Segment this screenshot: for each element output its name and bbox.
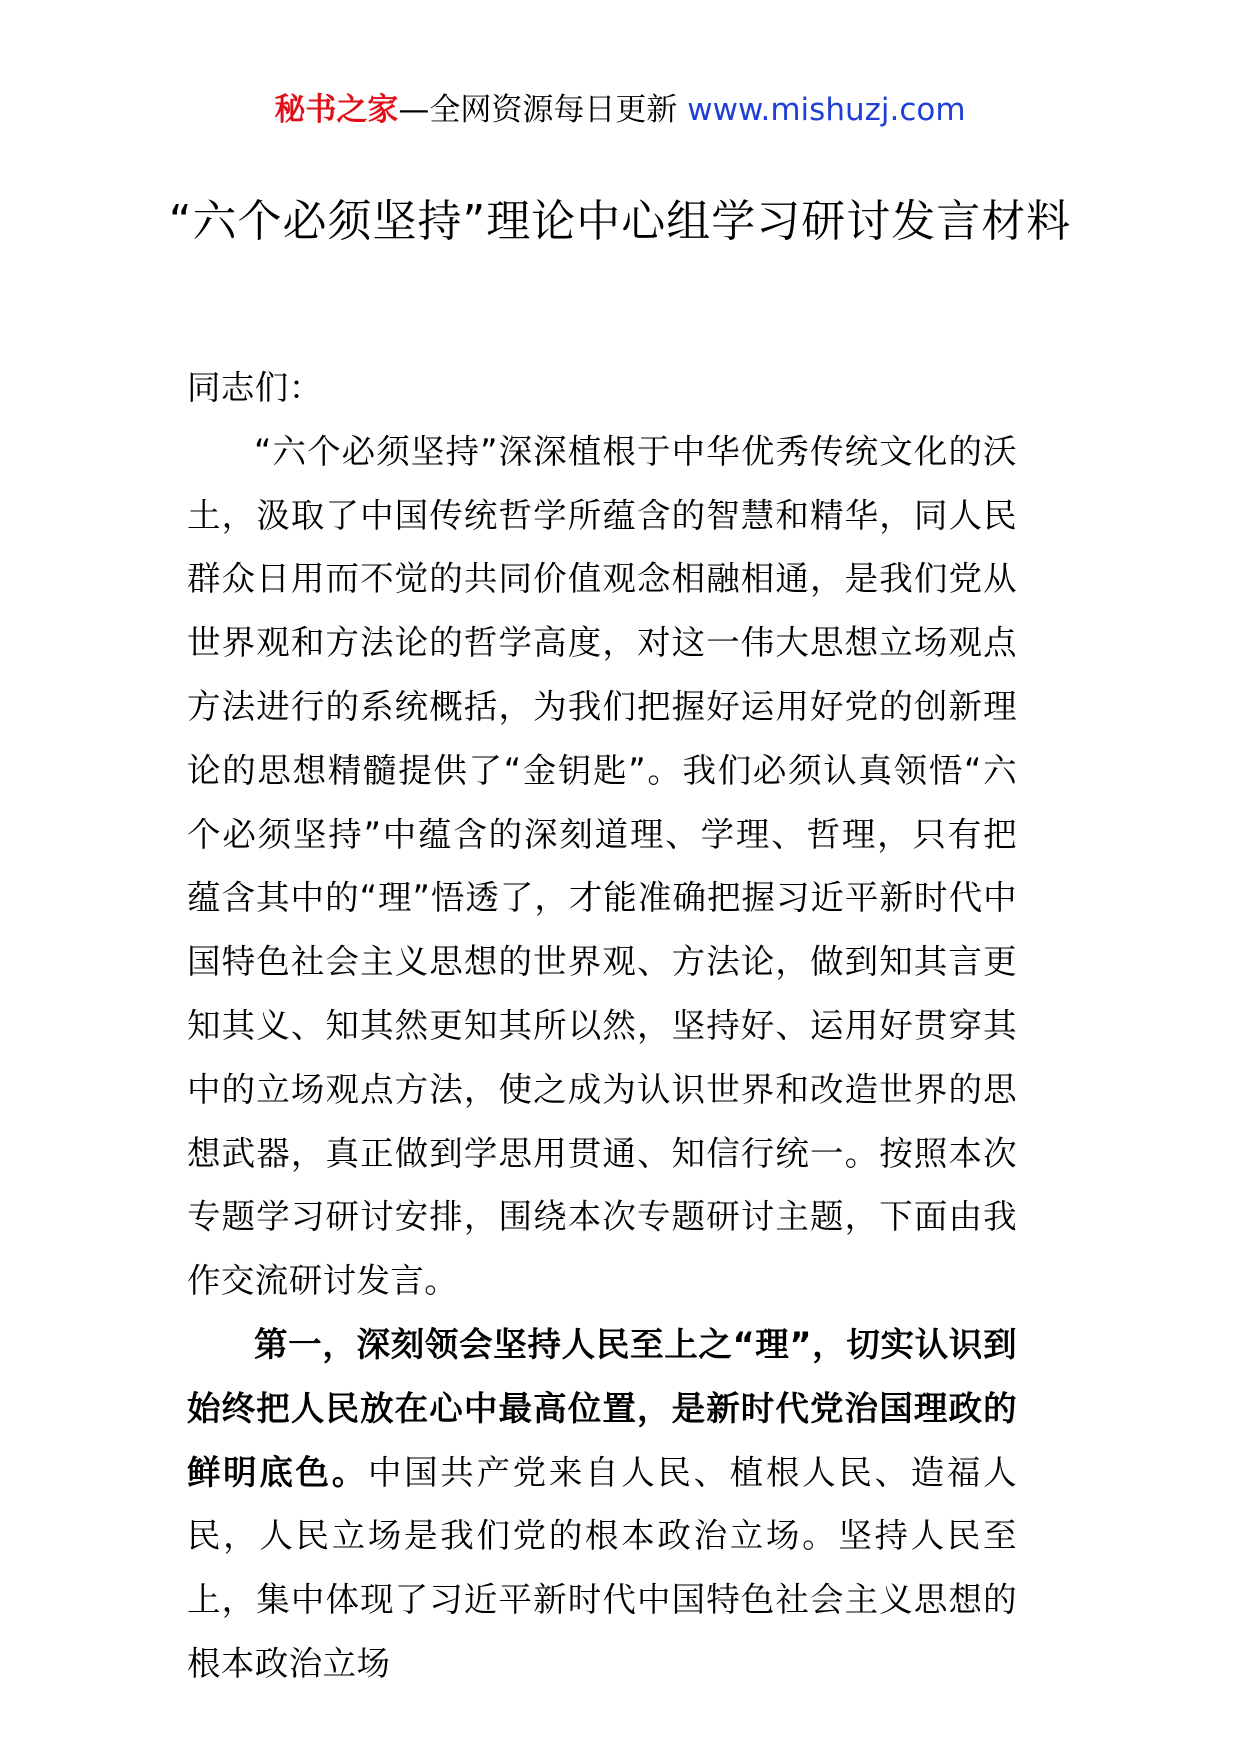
section-one-heading: 第一，深刻领会坚持人民至上之“理”，切实认识到始终把人民放在心中最高位置，是新时代党治国理政的鲜明底色。 <box>187 1324 1017 1492</box>
section-one-paragraph <box>187 1313 1017 1696</box>
document-title: “六个必须坚持”理论中心组学习研讨发言材料 <box>168 196 1072 247</box>
site-url-link[interactable]: www.mishuzj.com <box>687 92 966 128</box>
site-tagline: —全网资源每日更新 <box>398 92 688 128</box>
salutation: 同志们： <box>187 368 323 407</box>
site-header <box>0 88 1240 132</box>
document-body <box>187 356 1017 1696</box>
site-brand: 秘书之家 <box>274 92 399 128</box>
section-one-body: 中国共产党来自人民、植根人民、造福人民，人民立场是我们党的根本政治立场。坚持人民至上，集中体现了习近平新时代中国特色社会主义思想的根本政治立场 <box>187 1452 1018 1683</box>
intro-paragraph: “六个必须坚持”深深植根于中华优秀传统文化的沃土，汲取了中国传统哲学所蕴含的智慧和精华，同人民群众日用而不觉的共同价值观念相融相通，是我们党从世界观和方法论的哲学高度，对这一伟大思想立场观点方法进行的系统概括，为我们把握好运用好党的创新理论的思想精髓提供了“金钥匙”。我们必须认真领悟“六个必须坚持”中蕴含的深刻道理、学理、哲理，只有把蕴含其中的“理”悟透了，才能准确把握习近平新时代中国特色社会主义思想的世界观、方法论，做到知其言更知其义、知其然更知其所以然，坚持好、运用好贯穿其中的立场观点方法，使之成为认识世界和改造世界的思想武器，真正做到学思用贯通、知信行统一。按照本次专题学习研讨安排，围绕本次专题研讨主题，下面由我作交流研讨发言。 <box>187 431 1017 1301</box>
